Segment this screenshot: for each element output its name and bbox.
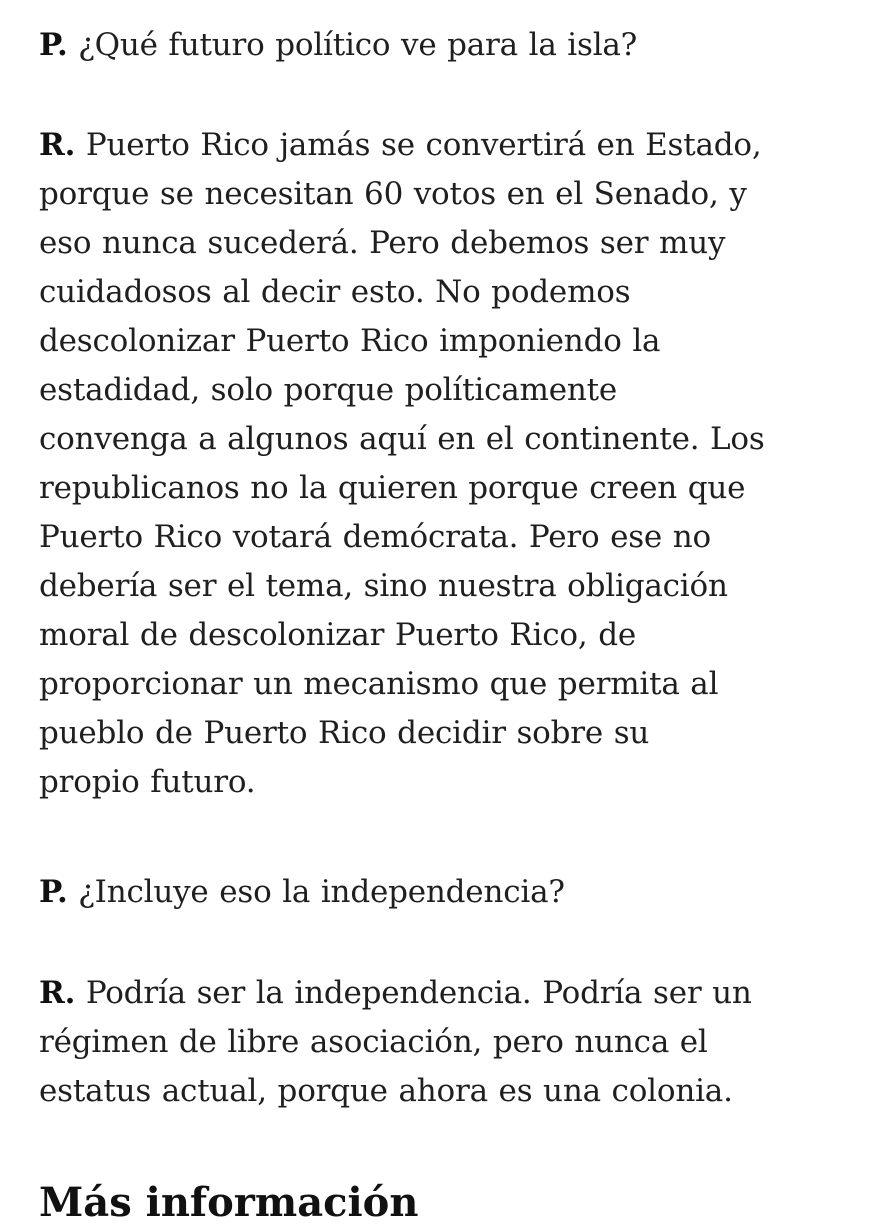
answer-2-line: régimen de libre asociación, pero nunca el (39, 1024, 708, 1060)
answer-1-line: descolonizar Puerto Rico imponiendo la (39, 323, 661, 359)
question-marker: P. (39, 27, 68, 63)
answer-1-line: republicanos no la quieren porque creen que (39, 470, 746, 506)
question-marker: P. (39, 874, 68, 910)
answer-2-line: estatus actual, porque ahora es una colonia. (39, 1073, 733, 1109)
answer-1-line: propio futuro. (39, 764, 256, 800)
answer-2-line (39, 969, 864, 1018)
answer-1-line: cuidadosos al decir esto. No podemos (39, 274, 631, 310)
question-2-text: ¿Incluye eso la independencia? (78, 874, 565, 910)
answer-1-line: Puerto Rico votará demócrata. Pero ese no (39, 519, 711, 555)
answer-1-text: Puerto Rico jamás se convertirá en Estado, (85, 127, 762, 163)
question-1 (39, 21, 864, 70)
answer-marker: R. (39, 975, 76, 1011)
answer-1-line: moral de descolonizar Puerto Rico, de (39, 617, 636, 653)
answer-marker: R. (39, 127, 76, 163)
question-1-line (39, 21, 864, 70)
answer-1-line: estadidad, solo porque políticamente (39, 372, 618, 408)
answer-1 (39, 121, 864, 807)
answer-2 (39, 969, 864, 1116)
question-2 (39, 868, 864, 917)
more-info-heading: Más información (39, 1179, 419, 1226)
question-2-line (39, 868, 864, 917)
answer-1-line: convenga a algunos aquí en el continente. Los (39, 421, 765, 457)
answer-1-line: eso nunca sucederá. Pero debemos ser muy (39, 225, 726, 261)
answer-1-line (39, 121, 864, 170)
answer-2-text: Podría ser la independencia. Podría ser un (85, 975, 752, 1011)
question-1-text: ¿Qué futuro político ve para la isla? (78, 27, 638, 63)
answer-1-line: porque se necesitan 60 votos en el Senado, y (39, 176, 747, 212)
answer-1-line: proporcionar un mecanismo que permita al (39, 666, 719, 702)
answer-1-line: debería ser el tema, sino nuestra obligación (39, 568, 728, 604)
answer-1-line: pueblo de Puerto Rico decidir sobre su (39, 715, 650, 751)
